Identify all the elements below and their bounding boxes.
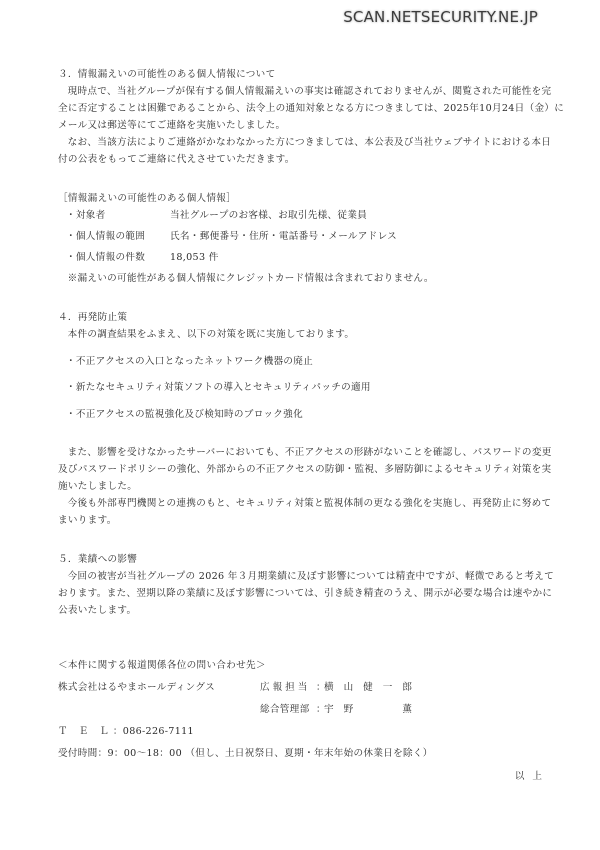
- section-5-line1: 今回の被害が当社グループの 2026 年３月期業績に及ぼす影響については精査中ですが、軽微であると考えて: [67, 571, 555, 583]
- company-name: 株式会社はるやまホールディングス: [58, 682, 216, 694]
- section-3-para2-line2: 付の公表をもってご連絡に代えさせていただきます。: [58, 154, 295, 165]
- measure-bullet-1: ・不正アクセスの入口となったネットワーク機器の廃止: [66, 355, 314, 367]
- section-4-para1-line3: 施いたしました。: [58, 481, 138, 493]
- tel-label: Ｔ Ｅ Ｌ: [58, 726, 113, 738]
- section-3-para1-line3: メール又は郵送等にてご連絡を実施いたしました。: [58, 120, 286, 131]
- measure-bullet-3: ・不正アクセスの監視強化及び検知時のブロック強化: [66, 408, 303, 420]
- contact-title: ＜本件に関する報道関係各位の問い合わせ先＞: [58, 660, 266, 672]
- info-label: ・対象者: [66, 210, 106, 221]
- section-3-heading: ３．情報漏えいの可能性のある個人情報について: [58, 69, 276, 80]
- measure-bullet-2: ・新たなセキュリティ対策ソフトの導入とセキュリティパッチの適用: [66, 382, 371, 394]
- info-row-scope: [58, 228, 558, 245]
- contact-hours-row: 受付時間 ： 9：00～18：00 （但し、土日祝祭日、夏期・年末年始の休業日を除く）: [58, 745, 558, 762]
- section-3-para1-line2: 全に否定することは困難であることから、法令上の通知対象となる方につきましては、2025年10月24日（金）に: [58, 103, 565, 114]
- info-value: 当社グループのお客様、お取引先様、従業員: [170, 210, 368, 221]
- section-5-heading: ５．業績への影響: [58, 554, 138, 566]
- contact-role: 広報担当: [260, 682, 311, 694]
- credit-card-note: ※漏えいの可能性がある個人情報にクレジットカード情報は含まれておりません。: [67, 273, 434, 284]
- document-body: [58, 66, 565, 785]
- contact-row-pr: 株式会社はるやまホールディングス 広報担当 ： 横山健一郎: [58, 679, 558, 696]
- contact-person: 宇野 薫: [324, 704, 422, 716]
- section-4-para2-line2: まいります。: [58, 515, 117, 527]
- hours-value: 9：00～18：00 （但し、土日祝祭日、夏期・年末年始の休業日を除く）: [107, 748, 433, 760]
- section-5-line3: 公表いたします。: [58, 605, 137, 617]
- hours-label: 受付時間: [58, 748, 98, 760]
- contact-person: 横山健一郎: [324, 682, 422, 694]
- tel-number: 086-226-7111: [122, 726, 194, 738]
- info-box-title: ［情報漏えいの可能性のある個人情報］: [58, 193, 237, 204]
- contact-role: 総合管理部: [260, 704, 310, 716]
- section-5-line2: おります。また、翌期以降の業績に及ぼす影響については、引き続き精査のうえ、開示が必要な場合は速やかに: [58, 588, 553, 600]
- contact-row-admin: 総合管理部 ： 宇野 薫: [58, 701, 558, 718]
- info-row-subjects: [58, 207, 558, 224]
- info-label: ・個人情報の件数: [66, 252, 146, 263]
- info-label: ・個人情報の範囲: [66, 231, 146, 242]
- contact-tel-row: Ｔ Ｅ Ｌ ： 086-226-7111: [58, 723, 558, 740]
- info-row-count: [58, 249, 558, 266]
- section-3-para2-line1: なお、当該方法によりご連絡がかなわなかった方につきましては、本公表及び当社ウェブサイトにおける本日: [67, 137, 552, 148]
- section-4-para2-line1: 今後も外部専門機関との連携のもと、セキュリティ対策と監視体制の更なる強化を実施し、再発防止に努めて: [67, 498, 552, 510]
- info-value: 18,053 件: [170, 252, 219, 263]
- section-4-para1-line2: 及びパスワードポリシーの強化、外部からの不正アクセスの防御・監視、多層防御によるセキュリティ対策を実: [58, 464, 552, 476]
- closing-mark: 以上: [514, 771, 550, 783]
- info-value: 氏名・郵便番号・住所・電話番号・メールアドレス: [170, 231, 398, 242]
- site-watermark: SCAN.NETSECURITY.NE.JP: [343, 8, 538, 26]
- section-4-intro: 本件の調査結果をふまえ、以下の対策を既に実施しております。: [67, 329, 355, 340]
- section-3-para1-line1: 現時点で、当社グループが保有する個人情報漏えいの事実は確認されておりませんが、閲覧された可能性を完: [67, 86, 552, 97]
- section-4-para1-line1: また、影響を受けなかったサーバーにおいても、不正アクセスの形跡がないことを確認し、パスワードの変更: [67, 447, 552, 459]
- section-4-heading: ４．再発防止策: [58, 312, 128, 323]
